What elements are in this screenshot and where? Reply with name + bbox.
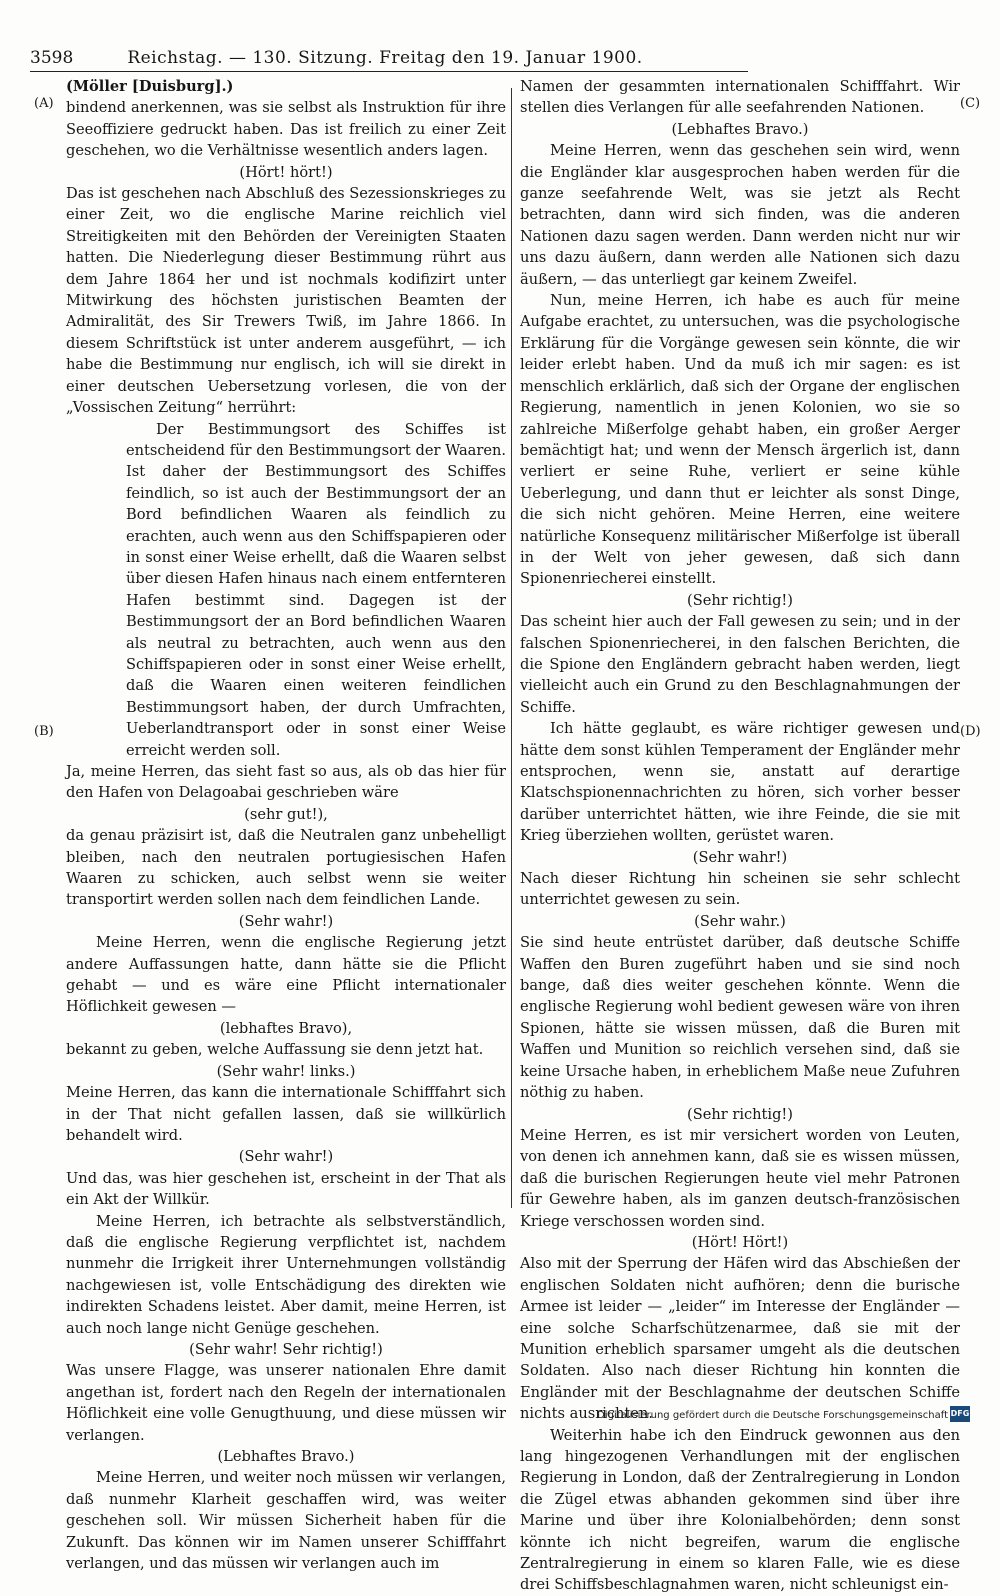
interjection: (Lebhaftes Bravo.) [671,120,809,138]
paragraph: Meine Herren, ich betrachte als selbstverständlich, daß die englische Regierung verpflichtet ist, nachdem nunmehr die Irrigkeit ihrer Unternehmungen vollständig nachgewiesen ist, volle Entschädigung des direkten wie indirekten Schadens leistet. Aber damit, meine Herren, ist auch noch lange nicht Genüge geschehen. [66,1212,506,1337]
right-column [520,76,960,1596]
interjection: (Sehr wahr!) [692,848,788,866]
paragraph: Ja, meine Herren, das sieht fast so aus, als ob das hier für den Hafen von Delagoabai geschrieben wäre [66,763,506,802]
interjection: (Hört! hört!) [239,163,333,181]
paragraph: Und das, was hier geschehen ist, erscheint in der That als ein Akt der Willkür. [66,1169,506,1209]
margin-marker-c: (C) [960,96,981,111]
interjection: (Lebhaftes Bravo.) [217,1448,355,1465]
paragraph: Meine Herren, wenn das geschehen sein wird, wenn die Engländer klar ausgesprochen haben werden für die ganze seefahrende Welt, was sie jetzt als Recht betrachten, dann wird sich finden, was die anderen Nationen dazu sagen werden. Dann werden nicht nur wir uns dazu äußern, dann werden alle Nationen sich dazu äußern, — das unterliegt gar keinem Zweifel. [520,142,960,288]
paragraph: Namen der gesammten internationalen Schifffahrt. Wir stellen dies Verlangen für alle seefahrenden Nationen. [520,78,960,117]
left-column [66,76,506,1574]
page-number: 3598 [30,48,74,68]
paragraph: Was unsere Flagge, was unserer nationalen Ehre damit angethan ist, fordert nach den Regeln der internationalen Höflichkeit eine volle Genugthuung, und diese müssen wir verlangen. [66,1362,506,1444]
margin-marker-a: (A) [34,96,54,111]
paragraph: Also mit der Sperrung der Häfen wird das Abschießen der englischen Soldaten nicht aufhören; denn die burische Armee ist leider — „leider“ im Interesse der Engländer — eine solche Scharfschützenarmee, daß sie mit der Munition erheblich sparsamer umgeht als die deutschen Soldaten. Also nach dieser Richtung hin konnten die Engländer mit der Beschlagnahme der deutschen Schiffe nichts ausrichten. [520,1255,960,1423]
paragraph: Meine Herren, wenn die englische Regierung jetzt andere Auffassungen hatte, dann hätte sie die Pflicht gehabt — und es wäre eine Pflicht internationaler Höflichkeit gewesen — [66,934,506,1016]
paragraph: Das ist geschehen nach Abschluß des Sezessionskrieges zu einer Zeit, wo die englische Marine reichlich viel Streitigkeiten mit den Behörden der Vereinigten Staaten hatten. Die Niederlegung dieser Bestimmung rührt aus dem Jahre 1864 her und ist nochmals kodifizirt unter Mitwirkung des höchsten juristischen Beamten der Admiralität, des Sir Trewers Twiß, im Jahre 1866. In diesem Schriftstück ist unter anderem ausgeführt, — ich habe die Bestimmung nur englisch, ich will sie direkt in einer deutschen Uebersetzung vorlesen, die von der „Vossischen Zeitung“ herrührt: [66,185,506,417]
interjection: (lebhaftes Bravo), [219,1019,353,1037]
paragraph: Sie sind heute entrüstet darüber, daß deutsche Schiffe Waffen den Buren zugeführt haben und sie sind noch bange, daß dies weiter geschehen könnte. Wenn die englische Regierung wohl bedient gewesen wäre von ihren Spionen, hätte sie wissen müssen, daß die Buren mit Waffen und Munition so reichlich versehen sind, daß sie keine Ursache haben, in erheblichem Maße neue Zufuhren nöthig zu haben. [520,934,960,1102]
paragraph: Meine Herren, es ist mir versichert worden von Leuten, von denen ich annehmen kann, daß sie es wissen müssen, daß die burischen Regierungen heute viel mehr Patronen für Gewehre haben, als im ganzen deutsch-französischen Kriege verschossen worden sind. [520,1126,960,1230]
paragraph: Ich hätte geglaubt, es wäre richtiger gewesen und hätte dem sonst kühlen Temperament der Engländer mehr entsprochen, wenn sie, anstatt auf derartige Klatschspionennachrichten zu hören, sich vorher besser darüber unterrichtet hätten, wie ihre Feinde, die sie mit Krieg überziehen wollten, gerüstet waren. [520,720,960,845]
interjection: (Sehr wahr! links.) [216,1062,356,1080]
page-header [30,44,740,72]
interjection: (Sehr richtig!) [687,1105,793,1123]
margin-marker-d: (D) [960,724,981,739]
page-title: Reichstag. — 130. Sitzung. Freitag den 19. Januar 1900. [127,48,643,68]
paragraph: Nun, meine Herren, ich habe es auch für meine Aufgabe erachtet, zu untersuchen, was die psychologische Erklärung für die Vorgänge gewesen sein könnte, die wir leider erlebt haben. Und da muß ich mir sagen: es ist menschlich erklärlich, daß sich der Organe der englischen Regierung, namentlich in jenen Kolonien, wo sie so zahlreiche Mißerfolge gehabt haben, ein großer Aerger bemächtigt hat; und wenn der Mensch ärgerlich ist, dann verliert er seine Ruhe, verliert er seine kühle Ueberlegung, und dann thut er leichter als sonst Dinge, die sich nicht gehören. Meine Herren, eine weitere natürliche Konsequenz militärischer Mißerfolge ist überall in der Welt von jeher gewesen, daß sich dann Spionenriecherei einstellt. [520,292,960,588]
paragraph: Meine Herren, das kann die internationale Schifffahrt sich in der That nicht gefallen lassen, daß sie willkürlich behandelt wird. [66,1084,506,1144]
paragraph: Weiterhin habe ich den Eindruck gewonnen aus den lang hingezogenen Verhandlungen mit der englischen Regierung in London, daß der Zentralregierung in London die Zügel etwas abhanden gekommen sind über ihre Marine und über ihre Kolonialbehörden; denn sonst könnte ich nicht begreifen, warum die englische Zentralregierung in einem so klaren Falle, wie es diese drei Schiffsbeschlagnahmen waren, nicht schleunigst ein- [520,1426,960,1594]
column-divider [511,88,512,1208]
paragraph: da genau präzisirt ist, daß die Neutralen ganz unbehelligt bleiben, nach den neutralen portugiesischen Hafen Waaren zu schicken, auch selbst wenn sie weiter transportirt werden sollen nach dem feindlichen Lande. [66,827,506,909]
paragraph: bindend anerkennen, was sie selbst als Instruktion für ihre Seeoffiziere gedruckt haben. Das ist freilich zu einer Zeit geschehen, wo die Verhältnisse wesentlich anders lagen. [66,99,506,160]
paragraph: Nach dieser Richtung hin scheinen sie sehr schlecht unterrichtet gewesen zu sein. [520,870,960,909]
interjection: (Hört! Hört!) [691,1233,789,1251]
interjection: (sehr gut!), [244,805,328,823]
interjection: (Sehr wahr!) [238,912,334,930]
interjection: (Sehr wahr.) [694,912,786,930]
interjection: (Sehr richtig!) [687,591,793,609]
header-rule [30,71,748,72]
paragraph: Das scheint hier auch der Fall gewesen zu sein; und in der falschen Spionenriecherei, in den falschen Berichten, die die Spione den Engländern gebracht haben werden, liegt vielleicht auch ein Grund zu den Beschlagnahmungen der Schiffe. [520,613,960,716]
margin-marker-b: (B) [34,724,54,739]
interjection: (Sehr wahr! Sehr richtig!) [189,1340,383,1358]
block-quote: Der Bestimmungsort des Schiffes ist entscheidend für den Bestimmungsort der Waaren. Ist daher der Bestimmungsort des Schiffes feindlich, so ist auch der Bestimmungsort der an Bord befindlichen Waaren als feindlich zu erachten, auch wenn aus den Schiffspapieren oder in sonst einer Weise erhellt, daß die Waaren selbst über diesen Hafen hinaus nach einem entfernteren Hafen bestimmt sind. Dagegen ist der Bestimmungsort der an Bord befindlichen Waaren als neutral zu betrachten, auch wenn aus den Schiffspapieren oder in sonst einer Weise erhellt, daß die Waaren einen weiteren feindlichen Bestimmungsort haben, der durch Umfrachten, Ueberlandtransport oder in sonst einer Weise erreicht werden soll. [126,420,506,759]
dfg-logo: DFG [950,1406,970,1422]
digitization-credit: Digitalisierung gefördert durch die Deutsche Forschungsgemeinschaft [597,1410,948,1421]
paragraph: Meine Herren, und weiter noch müssen wir verlangen, daß nunmehr Klarheit geschaffen wird, was weiter geschehen soll. Wir müssen Sicherheit haben für die Zukunft. Das können wir im Namen unserer Schifffahrt verlangen, und das müssen wir verlangen auch im [66,1469,506,1573]
interjection: (Sehr wahr!) [238,1148,334,1166]
speaker-name: (Möller [Duisburg].) [66,78,234,95]
paragraph: bekannt zu geben, welche Auffassung sie denn jetzt hat. [66,1041,484,1059]
